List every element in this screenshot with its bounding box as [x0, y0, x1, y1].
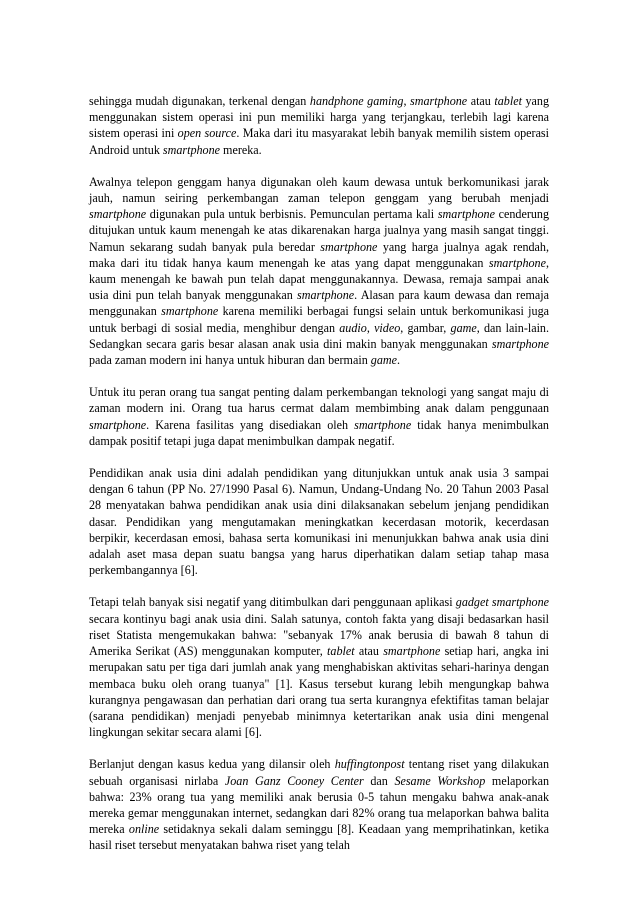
italic-text-run: smartphone [437, 207, 495, 222]
paragraph-4 [89, 465, 549, 578]
italic-text-run: audio [339, 320, 367, 335]
text-run: secara kontinyu bagi anak usia dini. Salah satunya, contoh fakta yang disaji bedasarkan hasil riset Statista mengemukakan bahwa: "sebanyak 17% anak berusia di bawah 8 tahun di Amerika Serikat (AS) menggunakan komputer, [89, 611, 549, 659]
italic-text-run: smartphone [297, 288, 355, 303]
text-run: Awalnya telepon genggam hanya digunakan oleh kaum dewasa untuk berkomunikasi jarak jauh, namun seiring perkembangan zaman telepon genggam yang berubah menjadi [89, 174, 549, 206]
paragraph-6 [89, 756, 549, 853]
italic-text-run: video [374, 320, 401, 335]
text-run: yang harga jualnya agak rendah, maka dari itu tidak hanya kaum menengah ke atas yang dapat menggunakan [89, 239, 549, 270]
paragraph-3 [89, 384, 549, 449]
text-run: , [366, 320, 375, 335]
text-run: tentang riset yang dilakukan sebuah organisasi nirlaba [89, 757, 549, 788]
text-run: pada zaman modern ini hanya untuk hiburan dan bermain [89, 353, 371, 368]
text-run: melaporkan bahwa: 23% orang tua yang memiliki anak berusia 0-5 tahun mengaku bahwa anak-anak mereka gemar menggunakan internet, sedangkan dari 82% orang tua melaporkan bahwa balita mereka [89, 773, 549, 837]
italic-text-run: handphone gaming [309, 94, 404, 108]
italic-text-run: open source [177, 126, 237, 141]
italic-text-run: smartphone [354, 417, 412, 432]
italic-text-run: tablet [327, 644, 355, 659]
italic-text-run: gadget smartphone [455, 595, 549, 610]
text-run: karena memiliki berbagai fungsi selain untuk berkomunikasi juga untuk berbagi di sosial media, menghibur dengan [89, 304, 549, 335]
italic-text-run: smartphone [320, 239, 378, 254]
text-run: , [403, 94, 411, 108]
text-run: cenderung ditujukan untuk kaum menengah ke atas dikarenakan harga jualnya yang masih sangat tinggi. Namun sekarang sudah banyak pula beredar [89, 207, 549, 254]
text-run: . Alasan para kaum dewasa dan remaja menggunakan [89, 288, 549, 319]
text-run: . Maka dari itu masyarakat lebih banyak memilih sistem operasi Android untuk [89, 126, 549, 157]
paragraph-2 [89, 174, 549, 368]
italic-text-run: huffingtonpost [334, 757, 405, 772]
text-run: atau [354, 644, 384, 659]
italic-text-run: smartphone [383, 644, 441, 659]
italic-text-run: Joan Ganz Cooney Center [224, 773, 364, 788]
italic-text-run: online [128, 822, 160, 837]
italic-text-run: smartphone [89, 417, 147, 432]
italic-text-run: smartphone [89, 207, 147, 222]
italic-text-run: game [370, 353, 397, 368]
text-run: digunakan pula untuk berbisnis. Pemunculan pertama kali [146, 207, 438, 222]
text-run: Tetapi telah banyak sisi negatif yang ditimbulkan dari penggunaan aplikasi [89, 595, 456, 610]
italic-text-run: game [450, 320, 477, 335]
document-page [89, 93, 549, 870]
text-run: , dan lain-lain. Sedangkan secara garis besar alasan anak usia dini makin banyak menggunakan [89, 320, 550, 351]
text-run: Pendidikan anak usia dini adalah pendidikan yang ditunjukkan untuk anak usia 3 sampai dengan 6 tahun (PP No. 27/1990 Pasal 6). Namun, Undang-Undang No. 20 Tahun 2003 Pasal 28 menyatakan bahwa pendidikan anak usia dini dilaksanakan sebelum jenjang pendidikan dasar. Pendidikan yang mengutamakan meningkatkan kecerdasan motorik, kecerdasan berpikir, kecerdasan emosi, bahasa serta komunikasi ini menunjukkan bahwa anak usia dini adalah aset masa depan suatu bangsa yang harus diperhatikan dalam setiap tahap masa perkembangannya [6]. [89, 466, 549, 578]
italic-text-run: Sesame Workshop [394, 773, 486, 788]
paragraph-1 [89, 93, 549, 158]
text-run: mereka. [220, 142, 262, 157]
text-run: setiap hari, angka ini merupakan satu per tiga dari jumlah anak yang menghabiskan aktivitas sehari-harinya dengan membaca buku oleh orang tuanya" [1]. Kasus tersebut kurang lebih mengungkap bahwa kurangnya pengawasan dan perhatian dari orang tua serta kurangnya efektifitas taman belajar (sarana pendidikan) menjadi penyebab minimnya ketertarikan anak usia dini mengenal lingkungan sekitar secara alami [6]. [89, 644, 549, 740]
italic-text-run: smartphone [488, 255, 546, 270]
text-run: sehingga mudah digunakan, terkenal dengan [89, 94, 310, 108]
text-run: tidak hanya menimbulkan dampak positif tetapi juga dapat menimbulkan dampak negatif. [89, 417, 549, 448]
italic-text-run: tablet [494, 94, 522, 108]
italic-text-run: smartphone [162, 142, 221, 157]
paragraph-5 [89, 594, 549, 740]
italic-text-run: smartphone [491, 336, 549, 351]
text-run: atau [467, 94, 495, 108]
text-run: Berlanjut dengan kasus kedua yang dilansir oleh [89, 757, 335, 772]
text-run: , gambar, [400, 320, 451, 335]
text-run: setidaknya sekali dalam seminggu [8]. Keadaan yang memprihatinkan, ketika hasil riset tersebut menyatakan bahwa riset yang telah [89, 822, 550, 853]
text-run: . [396, 353, 400, 368]
italic-text-run: smartphone [161, 304, 219, 319]
text-run: , kaum menengah ke bawah pun telah dapat menggunakannya. Dewasa, remaja sampai anak usia dini pun telah banyak menggunakan [89, 255, 549, 303]
text-run: yang menggunakan sistem operasi ini pun memiliki harga yang terjangkau, terlebih lagi karena sistem operasi ini [89, 94, 549, 141]
text-run: dan [363, 773, 395, 788]
text-run: . Karena fasilitas yang disediakan oleh [146, 417, 355, 432]
italic-text-run: smartphone [410, 94, 468, 108]
text-run: Untuk itu peran orang tua sangat penting dalam perkembangan teknologi yang sangat maju di zaman modern ini. Orang tua harus cermat dalam membimbing anak dalam penggunaan [89, 385, 549, 416]
